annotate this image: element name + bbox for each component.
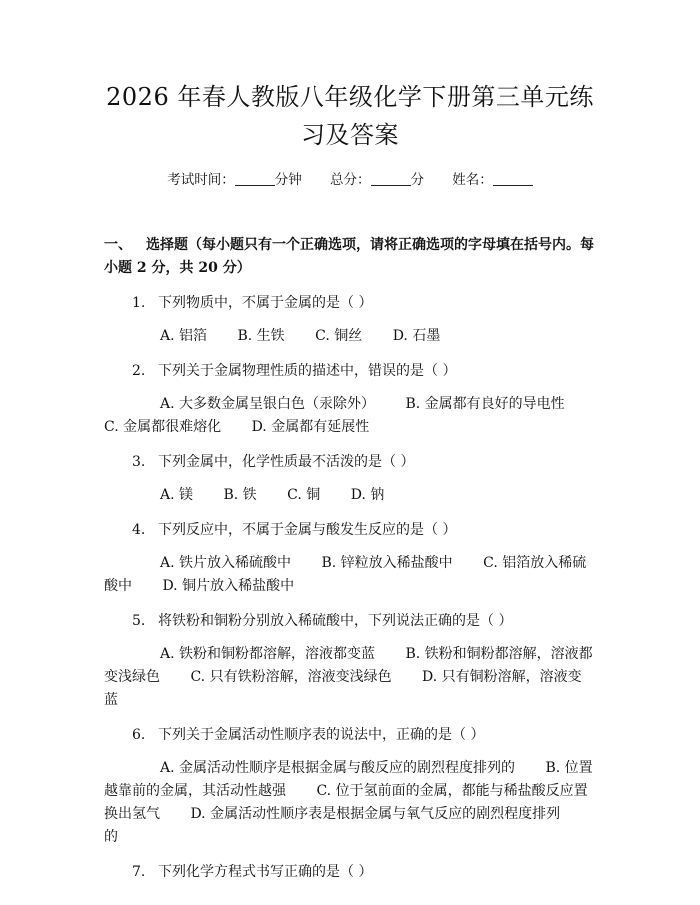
- question-stem: [104, 360, 596, 382]
- option-list: [104, 325, 596, 348]
- question-5: [104, 610, 596, 712]
- section-number: 一、: [104, 237, 132, 253]
- name-label: 姓名：: [452, 172, 493, 188]
- option-d: D. 铜片放入稀盐酸中: [162, 578, 295, 594]
- option-list: [104, 484, 596, 507]
- question-number: 3.: [132, 454, 146, 470]
- question-text: 下列关于金属活动性顺序表的说法中，正确的是（ ）: [158, 727, 485, 743]
- option-a: A. 大多数金属呈银白色（汞除外）: [160, 396, 376, 412]
- option-c: C. 铜丝: [315, 328, 363, 344]
- option-c: C. 位于氢前面的金属，都能与稀盐酸反应置换出氢气: [104, 783, 588, 822]
- question-stem: [104, 610, 596, 632]
- option-a: A. 铁片放入稀硫酸中: [160, 555, 292, 571]
- option-c: C. 只有铁粉溶解，溶液变浅绿色: [190, 669, 392, 685]
- option-b: B. 位置越靠前的金属，其活动性越强: [104, 760, 593, 799]
- question-number: 7.: [132, 864, 146, 880]
- question-stem: [104, 519, 596, 541]
- option-list: [104, 393, 596, 439]
- time-label: 考试时间：: [167, 172, 235, 188]
- question-2: [104, 360, 596, 439]
- question-stem: [104, 292, 596, 314]
- question-text: 下列关于金属物理性质的描述中，错误的是（ ）: [158, 363, 457, 379]
- time-field: [167, 170, 302, 190]
- option-c: C. 金属都很难熔化: [104, 419, 222, 435]
- option-d: D. 钠: [350, 487, 385, 503]
- option-a: A. 金属活动性顺序是根据金属与酸反应的剧烈程度排列的: [160, 760, 516, 776]
- exam-meta: [104, 170, 596, 190]
- option-a: A. 铝箔: [160, 328, 208, 344]
- name-blank: [493, 171, 533, 186]
- question-4: [104, 519, 596, 598]
- option-b: B. 锌粒放入稀盐酸中: [321, 555, 453, 571]
- question-stem: [104, 451, 596, 473]
- question-number: 6.: [132, 727, 146, 743]
- option-c: C. 铜: [287, 487, 321, 503]
- question-text: 下列化学方程式书写正确的是（ ）: [158, 864, 373, 880]
- score-field: [330, 170, 424, 190]
- time-blank: [235, 171, 275, 186]
- option-b: B. 生铁: [237, 328, 285, 344]
- question-7: [104, 861, 596, 883]
- question-number: 5.: [132, 613, 146, 629]
- question-1: [104, 292, 596, 348]
- question-stem: [104, 724, 596, 746]
- score-label: 总分：: [330, 172, 371, 188]
- question-3: [104, 451, 596, 507]
- option-d: D. 石墨: [392, 328, 441, 344]
- question-text: 下列反应中，不属于金属与酸发生反应的是（ ）: [158, 522, 457, 538]
- option-list: [104, 757, 596, 849]
- question-stem: [104, 861, 596, 883]
- option-c: C. 铝箔放入稀硫酸中: [104, 555, 587, 594]
- section-text: 选择题（每小题只有一个正确选项，请将正确选项的字母填在括号内。每小题 2 分，共 20 分）: [104, 237, 594, 276]
- question-number: 1.: [132, 295, 146, 311]
- option-a: A. 铁粉和铜粉都溶解，溶液都变蓝: [160, 646, 376, 662]
- option-b: B. 金属都有良好的导电性: [405, 396, 565, 412]
- score-unit: 分: [410, 172, 424, 188]
- question-number: 2.: [132, 363, 146, 379]
- option-b: B. 铁: [223, 487, 257, 503]
- time-unit: 分钟: [274, 172, 302, 188]
- question-text: 下列金属中，化学性质最不活泼的是（ ）: [158, 454, 415, 470]
- name-field: [452, 170, 533, 190]
- page-title: 2026 年春人教版八年级化学下册第三单元练习及答案: [106, 83, 594, 149]
- option-b: B. 铁粉和铜粉都溶解，溶液都变浅绿色: [104, 646, 593, 685]
- question-text: 将铁粉和铜粉分别放入稀硫酸中，下列说法正确的是（ ）: [158, 613, 513, 629]
- option-d: D. 只有铜粉溶解，溶液变蓝: [104, 669, 582, 708]
- option-d: D. 金属都有延展性: [251, 419, 370, 435]
- option-a: A. 镁: [160, 487, 194, 503]
- score-blank: [371, 171, 411, 186]
- question-number: 4.: [132, 522, 146, 538]
- question-text: 下列物质中，不属于金属的是（ ）: [158, 295, 373, 311]
- question-list: [104, 292, 596, 883]
- option-list: [104, 643, 596, 712]
- question-6: [104, 724, 596, 849]
- section-heading: [104, 234, 596, 280]
- option-list: [104, 552, 596, 598]
- option-d: D. 金属活动性顺序表是根据金属与氧气反应的剧烈程度排列的: [104, 806, 561, 845]
